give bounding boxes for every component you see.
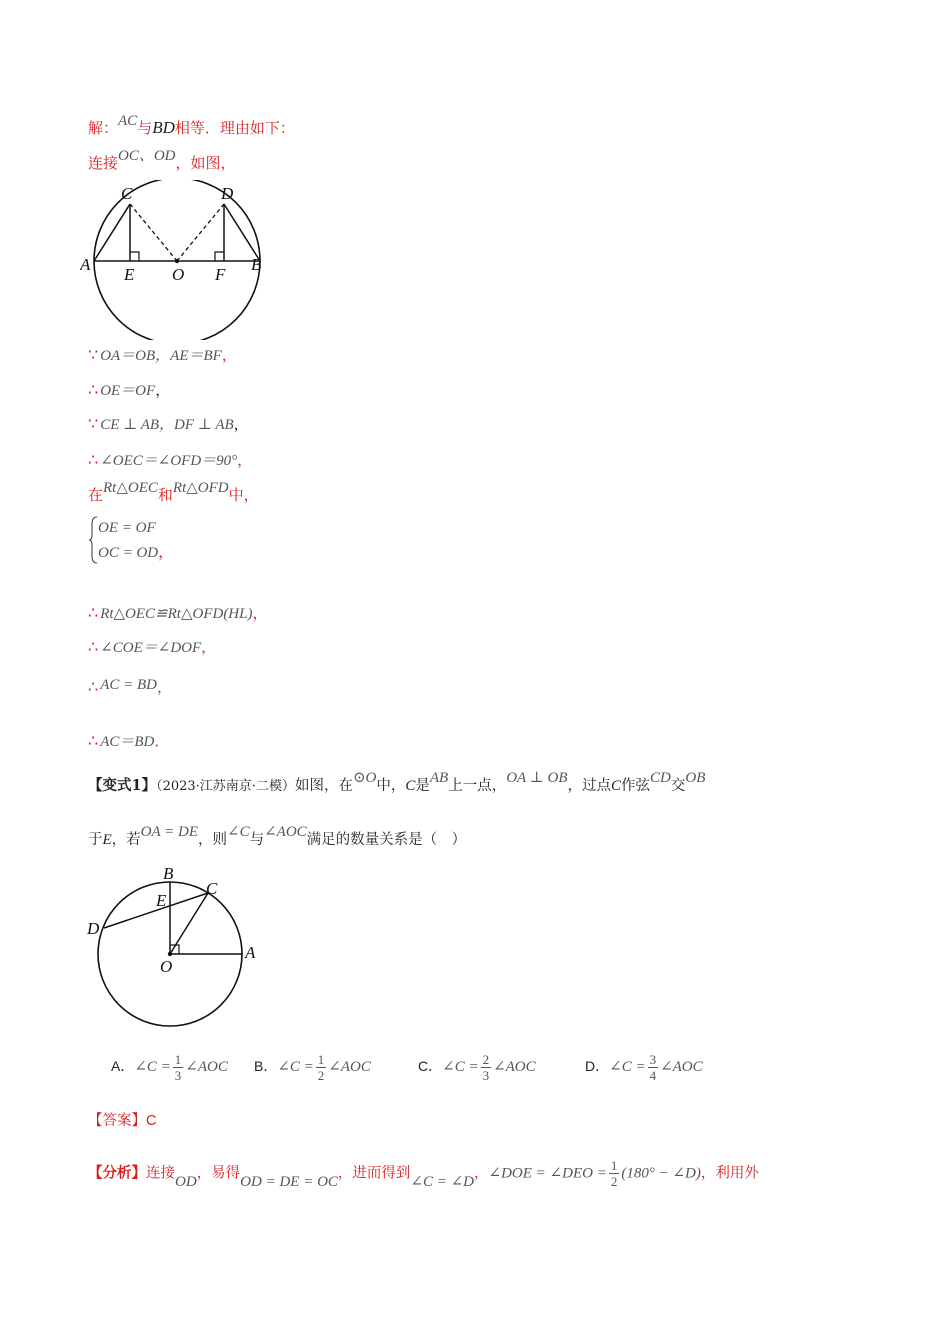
variant-line-1: 【变式1】（2023·江苏南京·二模）如图，在⊙O中，C是AB上一点，OA ⊥ OB，过点C作弦CD交OB <box>88 770 706 794</box>
option-c[interactable]: C．∠C = $\frac{2}{3}$ ∠AOC <box>418 1052 536 1083</box>
label-e: E <box>124 265 135 284</box>
step-1: ∵ OA＝OB，AE＝BF， <box>88 345 237 364</box>
step-6: ∴ Rt△OEC≌Rt△OFD(HL)， <box>88 603 268 622</box>
figure-circle-quarter <box>84 862 264 1032</box>
answer-tag: 【答案】 <box>88 1113 146 1129</box>
label-f: F <box>215 265 226 284</box>
label-c2: C <box>206 879 218 898</box>
system-row-2: OC = OD <box>98 545 159 561</box>
system-row-1: OE = OF <box>98 520 156 536</box>
label-a: A <box>80 255 91 274</box>
figure-circle-chords <box>80 180 280 340</box>
step-2: ∴ OE＝OF， <box>88 380 171 399</box>
label-d2: D <box>87 919 100 938</box>
step-3: ∵ CE ⊥ AB，DF ⊥ AB， <box>88 414 249 433</box>
solution-connect: 连接OC、OD，如图， <box>88 148 236 172</box>
option-d[interactable]: D．∠C = $\frac{3}{4}$ ∠AOC <box>585 1052 703 1083</box>
label-c: C <box>121 184 133 203</box>
step-5: 在Rt△OEC和Rt△OFD中， <box>88 480 259 504</box>
label-a2: A <box>245 943 256 962</box>
step-4: ∴ ∠OEC＝∠OFD＝90°， <box>88 450 253 469</box>
label-d: D <box>221 184 234 203</box>
right-angle-e <box>130 252 139 261</box>
center-point-2 <box>168 952 172 956</box>
label-b2: B <box>163 864 174 883</box>
step-9: ∴ AC＝BD． <box>88 731 170 750</box>
right-angle-f <box>215 252 224 261</box>
center-point <box>175 259 179 263</box>
step-8: ∴ AC = BD， <box>88 677 172 696</box>
analysis-line: 【分析】连接OD，易得OD = DE = OC，进而得到∠C = ∠D，∠DOE = ∠DEO = $\frac{1}{2}$ (180° − ∠D)，利用外 <box>88 1158 759 1190</box>
math-bd: BD <box>152 118 175 137</box>
step-7: ∴ ∠COE＝∠DOF， <box>88 637 217 656</box>
answer-line <box>88 1111 156 1131</box>
solution-intro: 解：AC与BD相等．理由如下： <box>88 113 295 137</box>
math-ac: AC <box>118 113 138 129</box>
option-a[interactable]: A．∠C = $\frac{1}{3}$ ∠AOC <box>111 1052 228 1083</box>
analysis-tag: 【分析】 <box>88 1164 146 1182</box>
label-e2: E <box>156 891 167 910</box>
label-b: B <box>251 255 262 274</box>
label-o: O <box>172 265 185 284</box>
variant-tag: 【变式1】 <box>88 777 157 794</box>
answer-value: C <box>146 1113 157 1129</box>
label-o2: O <box>160 957 173 976</box>
variant-line-2: 于E，若OA = DE，则∠C与∠AOC满足的数量关系是（ ） <box>88 824 467 848</box>
option-b[interactable]: B．∠C = $\frac{1}{2}$ ∠AOC <box>254 1052 371 1083</box>
